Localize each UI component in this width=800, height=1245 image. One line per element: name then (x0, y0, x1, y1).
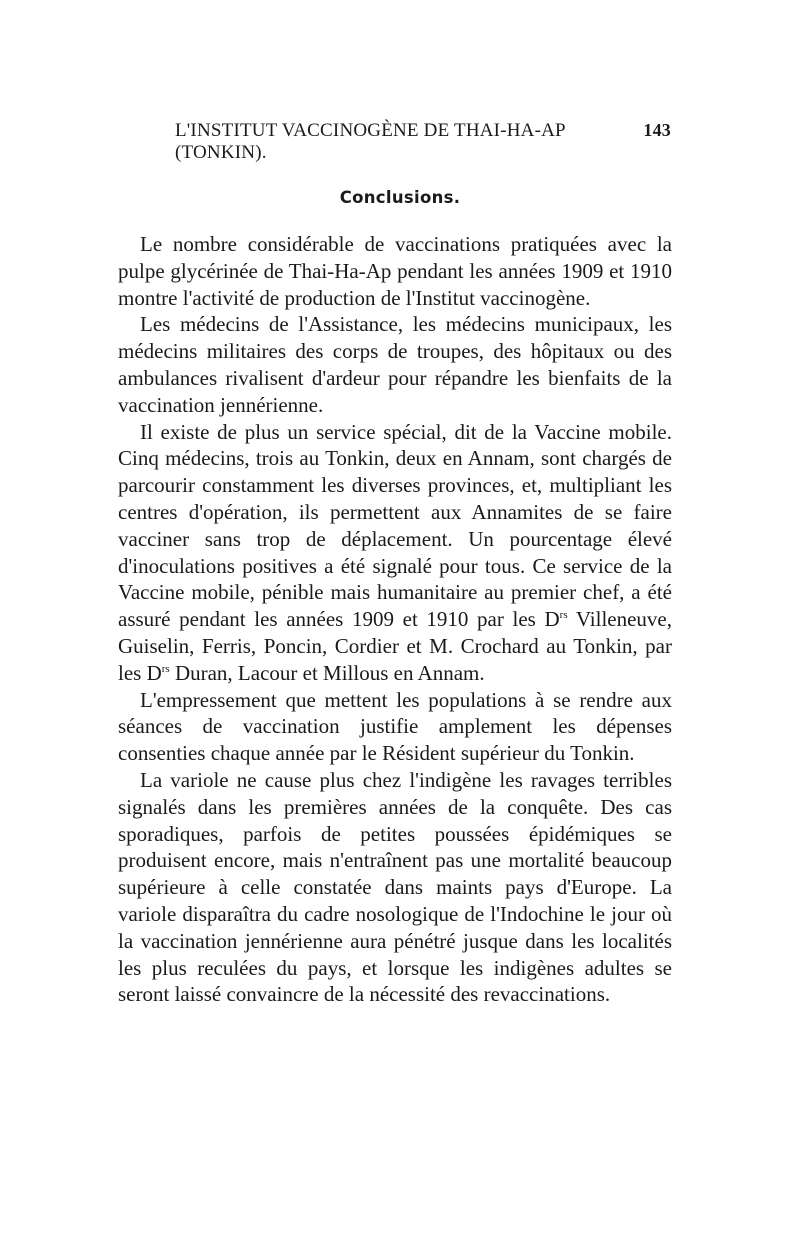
paragraph-4: L'empressement que mettent les populations à se rendre aux séances de vaccination justifie amplement les dépenses consenties chaque année par le Résident supérieur du Tonkin. (118, 687, 672, 766)
body-text (118, 231, 672, 1008)
section-title: Conclusions. (339, 188, 461, 207)
doctors-abbrev-superscript: rs (559, 609, 568, 622)
paragraph-5: La variole ne cause plus chez l'indigène les ravages terribles signalés dans les premières années de la conquête. Des cas sporadiques, parfois de petites poussées épidémiques se produisent encore, mais n'entraînent pas une mortalité beaucoup supérieure à celle constatée dans maints pays d'Europe. La variole disparaîtra du cadre nosologique de l'Indochine le jour où la vaccination jennérienne aura pénétré jusque dans les localités les plus reculées du pays, et lorsque les indigènes adultes se seront laissé convaincre de la nécessité des revaccinations. (118, 767, 672, 1007)
running-title: L'INSTITUT VACCINOGÈNE DE THAI-HA-AP (TONKIN). (175, 120, 566, 163)
paragraph-3 (118, 419, 672, 687)
paragraph-1: Le nombre considérable de vaccinations pratiquées avec la pulpe glycérinée de Thai-Ha-Ap pendant les années 1909 et 1910 montre l'activité de production de l'Institut vaccinogène. (118, 232, 672, 310)
paragraph-3-part-2: Villeneuve, Guiselin, Ferris, Poncin, Cordier et M. Crochard au Tonkin, par les D (118, 607, 672, 685)
paragraph-3-part-1: Il existe de plus un service spécial, dit de la Vaccine mobile. Cinq médecins, trois au Tonkin, deux en Annam, sont chargés de parcourir constamment les diverses provinces, et, multipliant les centres d'opération, ils permettent aux Annamites de se faire vacciner sans trop de déplacement. Un pourcentage élevé d'inoculations positives a été signalé pour tous. Ce service de la Vaccine mobile, pénible mais humanitaire au premier chef, a été assuré pendant les années 1909 et 1910 par les D (118, 419, 672, 632)
page-number: 143 (643, 120, 671, 140)
paragraph-2: Les médecins de l'Assistance, les médecins municipaux, les médecins militaires des corps de troupes, des hôpitaux ou des ambulances rivalisent d'ardeur pour répandre les bienfaits de la vaccination jennérienne. (118, 312, 672, 417)
doctors-abbrev-superscript: rs (161, 662, 170, 675)
running-header (175, 120, 671, 164)
paragraph-3-part-3: Duran, Lacour et Millous en Annam. (169, 660, 485, 685)
